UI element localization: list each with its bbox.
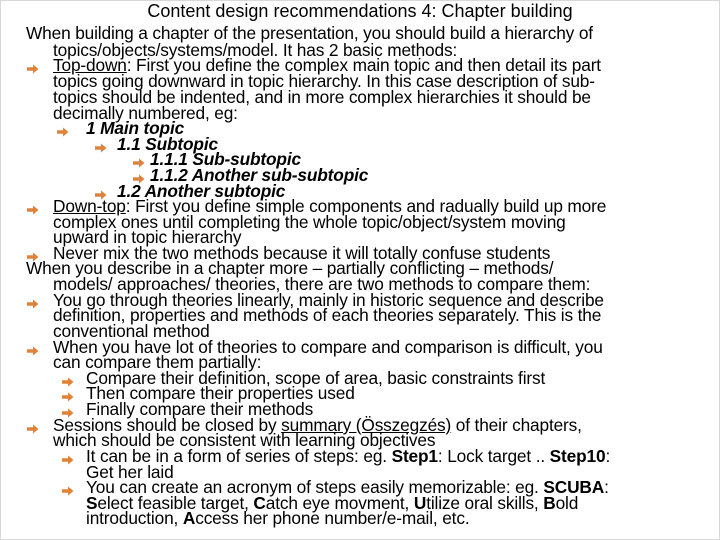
bullet-linear: You go through theories linearly, mainly in historic sequence and describe: [53, 290, 604, 310]
right-arrow-icon: [62, 405, 74, 415]
bullet-top-down: Top-down: First you define the complex main topic and then detail its part: [53, 55, 601, 75]
right-arrow-icon: [62, 452, 74, 462]
paragraph-line: topics/objects/systems/model. It has 2 basic methods:: [53, 40, 458, 60]
sub-bullet-acronym: You can create an acronym of steps easily memorizable: eg. SCUBA:: [86, 477, 609, 497]
term-down-top: Down-top: [53, 196, 126, 216]
paragraph-line: When building a chapter of the presentation, you should build a hierarchy of: [26, 23, 593, 43]
right-arrow-icon: [27, 421, 39, 431]
right-arrow-icon: [27, 202, 39, 212]
paragraph-line: decimally numbered, eg:: [53, 103, 238, 123]
paragraph-line: upward in topic hierarchy: [53, 227, 242, 247]
right-arrow-icon: [27, 343, 39, 353]
slide-title: Content design recommendations 4: Chapter building: [147, 1, 573, 21]
right-arrow-icon: [27, 296, 39, 306]
right-arrow-icon: [95, 140, 107, 150]
right-arrow-icon: [27, 61, 39, 71]
step10-label: Step10: [549, 446, 606, 466]
sub-bullet-compare: Compare their definition, scope of area, basic constraints first: [86, 368, 546, 388]
right-arrow-icon: [57, 124, 69, 134]
paragraph-line: Get her laid: [86, 462, 174, 482]
acronym-label: SCUBA: [543, 477, 605, 497]
bullet-sessions: Sessions should be closed by summary (Összegzés) of their chapters,: [53, 415, 582, 435]
acronym-line: Select feasible target, Catch eye movment, Utilize oral skills, Bold: [86, 493, 579, 513]
bullet-lot-of-theories: When you have lot of theories to compare and comparison is difficult, you: [53, 337, 603, 357]
paragraph-line: conventional method: [53, 321, 210, 341]
example-sub-subtopic: 1.1.1 Sub-subtopic: [150, 149, 301, 169]
term-top-down: Top-down: [53, 55, 127, 75]
right-arrow-icon: [62, 374, 74, 384]
right-arrow-icon: [133, 155, 145, 165]
acronym-line: introduction, Access her phone number/e-mail, etc.: [86, 508, 470, 528]
example-sub-subtopic: 1.1.2 Another sub-subtopic: [150, 165, 369, 185]
paragraph-line: complex ones until completing the whole topic/object/system moving: [53, 212, 566, 232]
sub-bullet-compare: Then compare their properties used: [86, 383, 355, 403]
sub-bullet-steps: It can be in a form of series of steps: eg. Step1: Lock target .. Step10:: [86, 446, 611, 466]
paragraph-line: models/ approaches/ theories, there are two methods to compare them:: [53, 274, 591, 294]
paragraph-line: can compare them partially:: [53, 352, 262, 372]
example-subtopic: 1.1 Subtopic: [117, 134, 218, 154]
bullet-never-mix: Never mix the two methods because it will totally confuse students: [53, 243, 551, 263]
paragraph-line: definition, properties and methods of each theories separately. This is the: [53, 305, 602, 325]
right-arrow-icon: [62, 389, 74, 399]
step1-label: Step1: [391, 446, 438, 466]
paragraph-line: which should be consistent with learning objectives: [53, 430, 436, 450]
summary-link: summary (Összegzés): [281, 415, 452, 435]
example-subtopic: 1.2 Another subtopic: [117, 181, 286, 201]
example-main-topic: 1 Main topic: [86, 118, 185, 138]
paragraph-line: topics should be indented, and in more complex hierarchies it should be: [53, 87, 591, 107]
paragraph-line: topics going downward in topic hierarchy. In this case description of sub-: [53, 71, 595, 91]
sub-bullet-compare: Finally compare their methods: [86, 399, 314, 419]
right-arrow-icon: [133, 171, 145, 181]
paragraph-line: When you describe in a chapter more – partially conflicting – methods/: [26, 258, 554, 278]
bullet-down-top: Down-top: First you define simple components and radually build up more: [53, 196, 607, 216]
right-arrow-icon: [62, 483, 74, 493]
